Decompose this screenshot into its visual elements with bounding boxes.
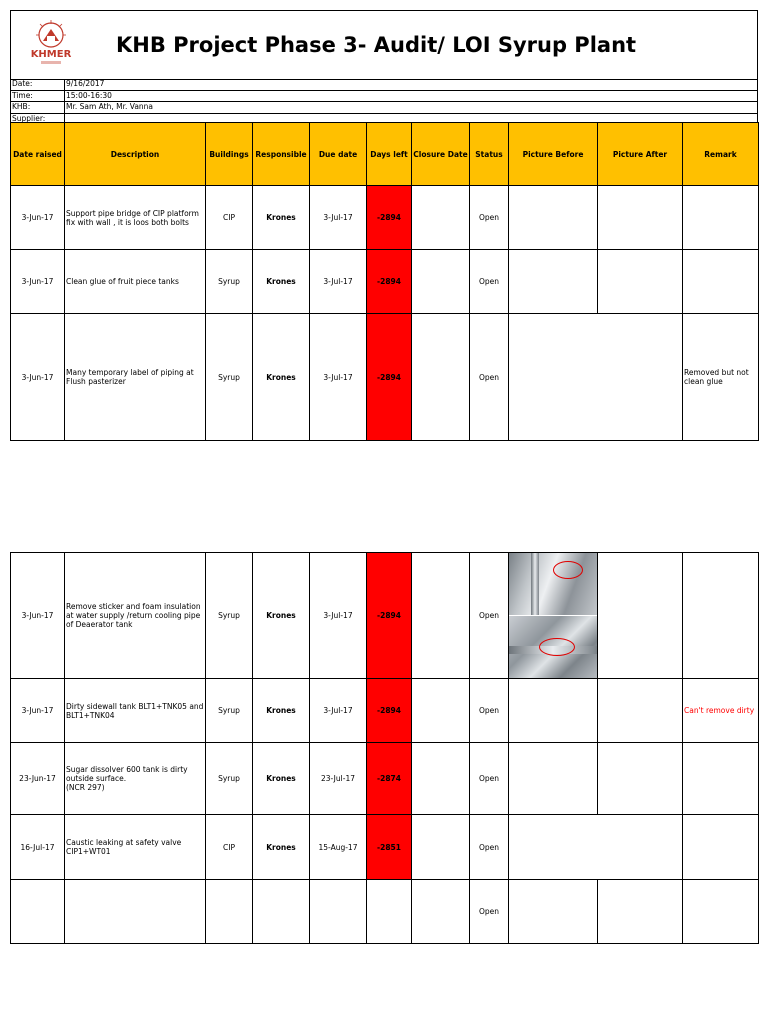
cell-responsible[interactable]: Krones [253,553,310,679]
info-value[interactable]: 9/16/2017 [66,79,105,88]
info-value[interactable]: 15:00-16:30 [66,90,112,100]
cell-picture-before[interactable] [509,186,598,250]
photo-grid [509,314,682,315]
cell-date-raised[interactable]: 3-Jun-17 [11,679,65,743]
cell-picture-before[interactable] [509,679,598,743]
cell-building[interactable]: Syrup [206,553,253,679]
cell-status[interactable]: Open [470,679,509,743]
table-row [11,880,759,944]
cell-remark[interactable] [683,743,759,815]
cell-picture-after[interactable] [598,186,683,250]
col-header-description: Description [65,123,206,186]
info-label: Supplier: [11,114,65,125]
cell-status[interactable]: Open [470,250,509,314]
table-row [11,186,759,250]
cell-closure-date[interactable] [412,250,470,314]
cell-responsible[interactable]: Krones [253,314,310,441]
report-header [10,10,758,80]
cell-picture-after[interactable] [598,679,683,743]
cell-date-raised[interactable]: 3-Jun-17 [11,314,65,441]
cell-closure-date[interactable] [412,553,470,679]
cell-due-date[interactable]: 3-Jul-17 [310,679,367,743]
cell-days-left[interactable]: -2894 [367,679,412,743]
cell-picture-before[interactable] [509,880,598,944]
cell-picture-after[interactable] [598,743,683,815]
cell-responsible[interactable] [253,880,310,944]
cell-building[interactable]: Syrup [206,679,253,743]
info-label: KHB: [11,102,65,113]
cell-due-date[interactable]: 3-Jul-17 [310,553,367,679]
cell-picture-before[interactable] [509,553,598,679]
cell-description[interactable]: Support pipe bridge of CIP platform fix with wall , it is loos both bolts [65,186,206,250]
table-row [11,314,759,441]
info-label: Date: [11,79,65,90]
cell-responsible[interactable]: Krones [253,815,310,880]
cell-description[interactable]: Sugar dissolver 600 tank is dirty outside surface. (NCR 297) [65,743,206,815]
info-row-khb [11,102,757,114]
col-header-picture-before: Picture Before [509,123,598,186]
cell-picture-after[interactable] [598,553,683,679]
cell-picture-after[interactable] [598,250,683,314]
cell-remark[interactable] [683,250,759,314]
col-header-picture-after: Picture After [598,123,683,186]
cell-closure-date[interactable] [412,743,470,815]
cell-due-date[interactable]: 3-Jul-17 [310,186,367,250]
cell-days-left[interactable]: -2874 [367,743,412,815]
cell-description[interactable]: Many temporary label of piping at Flush pasterizer [65,314,206,441]
cell-description[interactable]: Remove sticker and foam insulation at water supply /return cooling pipe of Deaerator tank [65,553,206,679]
table-row [11,553,759,679]
cell-building[interactable]: CIP [206,815,253,880]
cell-status[interactable]: Open [470,880,509,944]
cell-days-left[interactable]: -2894 [367,250,412,314]
photo-before[interactable] [509,553,597,615]
cell-closure-date[interactable] [412,880,470,944]
cell-closure-date[interactable] [412,815,470,880]
cell-due-date[interactable] [310,880,367,944]
cell-building[interactable] [206,880,253,944]
meeting-info [10,79,758,125]
khmer-logo-icon [23,19,79,71]
cell-days-left[interactable] [367,880,412,944]
col-header-responsible: Responsible [253,123,310,186]
info-row-time [11,91,757,103]
cell-pictures-before-after[interactable] [509,815,683,880]
cell-closure-date[interactable] [412,679,470,743]
cell-remark[interactable] [683,186,759,250]
cell-status[interactable]: Open [470,743,509,815]
cell-days-left[interactable]: -2894 [367,553,412,679]
col-header-buildings: Buildings [206,123,253,186]
cell-date-raised[interactable]: 3-Jun-17 [11,553,65,679]
cell-remark[interactable] [683,815,759,880]
cell-date-raised[interactable]: 16-Jul-17 [11,815,65,880]
info-label: Time: [11,91,65,102]
cell-status[interactable]: Open [470,314,509,441]
cell-remark[interactable] [683,553,759,679]
cell-days-left[interactable]: -2851 [367,815,412,880]
table-row [11,743,759,815]
photo-before[interactable] [509,616,597,678]
cell-responsible[interactable]: Krones [253,743,310,815]
cell-description[interactable]: Caustic leaking at safety valve CIP1+WT01 [65,815,206,880]
col-header-status: Status [470,123,509,186]
cell-building[interactable]: CIP [206,186,253,250]
audit-table-page-2 [10,552,759,944]
cell-responsible[interactable]: Krones [253,186,310,250]
cell-closure-date[interactable] [412,186,470,250]
cell-remark[interactable] [683,880,759,944]
cell-closure-date[interactable] [412,314,470,441]
col-header-days-left: Days left [367,123,412,186]
svg-text:KHMER: KHMER [30,49,72,60]
cell-picture-before[interactable] [509,743,598,815]
cell-building[interactable]: Syrup [206,250,253,314]
table-row [11,679,759,743]
col-header-date-raised: Date raised [11,123,65,186]
cell-date-raised[interactable]: 3-Jun-17 [11,250,65,314]
audit-table-page-1 [10,122,759,441]
cell-remark[interactable]: Can't remove dirty [683,679,759,743]
cell-due-date[interactable]: 3-Jul-17 [310,250,367,314]
cell-due-date[interactable]: 23-Jul-17 [310,743,367,815]
table-row [11,815,759,880]
table-header-row [11,123,759,186]
cell-due-date[interactable]: 15-Aug-17 [310,815,367,880]
cell-description[interactable] [65,880,206,944]
cell-status[interactable]: Open [470,815,509,880]
cell-status[interactable]: Open [470,553,509,679]
page-title: KHB Project Phase 3- Audit/ LOI Syrup Plant [116,33,637,57]
cell-date-raised[interactable]: 3-Jun-17 [11,186,65,250]
table-row [11,250,759,314]
cell-building[interactable]: Syrup [206,314,253,441]
cell-responsible[interactable]: Krones [253,679,310,743]
cell-picture-after[interactable] [598,880,683,944]
cell-date-raised[interactable]: 23-Jun-17 [11,743,65,815]
cell-days-left[interactable]: -2894 [367,186,412,250]
cell-date-raised[interactable] [11,880,65,944]
cell-pictures-before-after[interactable] [509,314,683,441]
cell-picture-before[interactable] [509,250,598,314]
cell-responsible[interactable]: Krones [253,250,310,314]
cell-remark[interactable]: Removed but not clean glue [683,314,759,441]
col-header-remark: Remark [683,123,759,186]
cell-due-date[interactable]: 3-Jul-17 [310,314,367,441]
cell-days-left[interactable]: -2894 [367,314,412,441]
col-header-due-date: Due date [310,123,367,186]
cell-status[interactable]: Open [470,186,509,250]
info-row-date [11,79,757,91]
cell-description[interactable]: Clean glue of fruit piece tanks [65,250,206,314]
info-value[interactable]: Mr. Sam Ath, Mr. Vanna [66,102,154,111]
cell-building[interactable]: Syrup [206,743,253,815]
cell-description[interactable]: Dirty sidewall tank BLT1+TNK05 and BLT1+TNK04 [65,679,206,743]
col-header-closure-date: Closure Date [412,123,470,186]
